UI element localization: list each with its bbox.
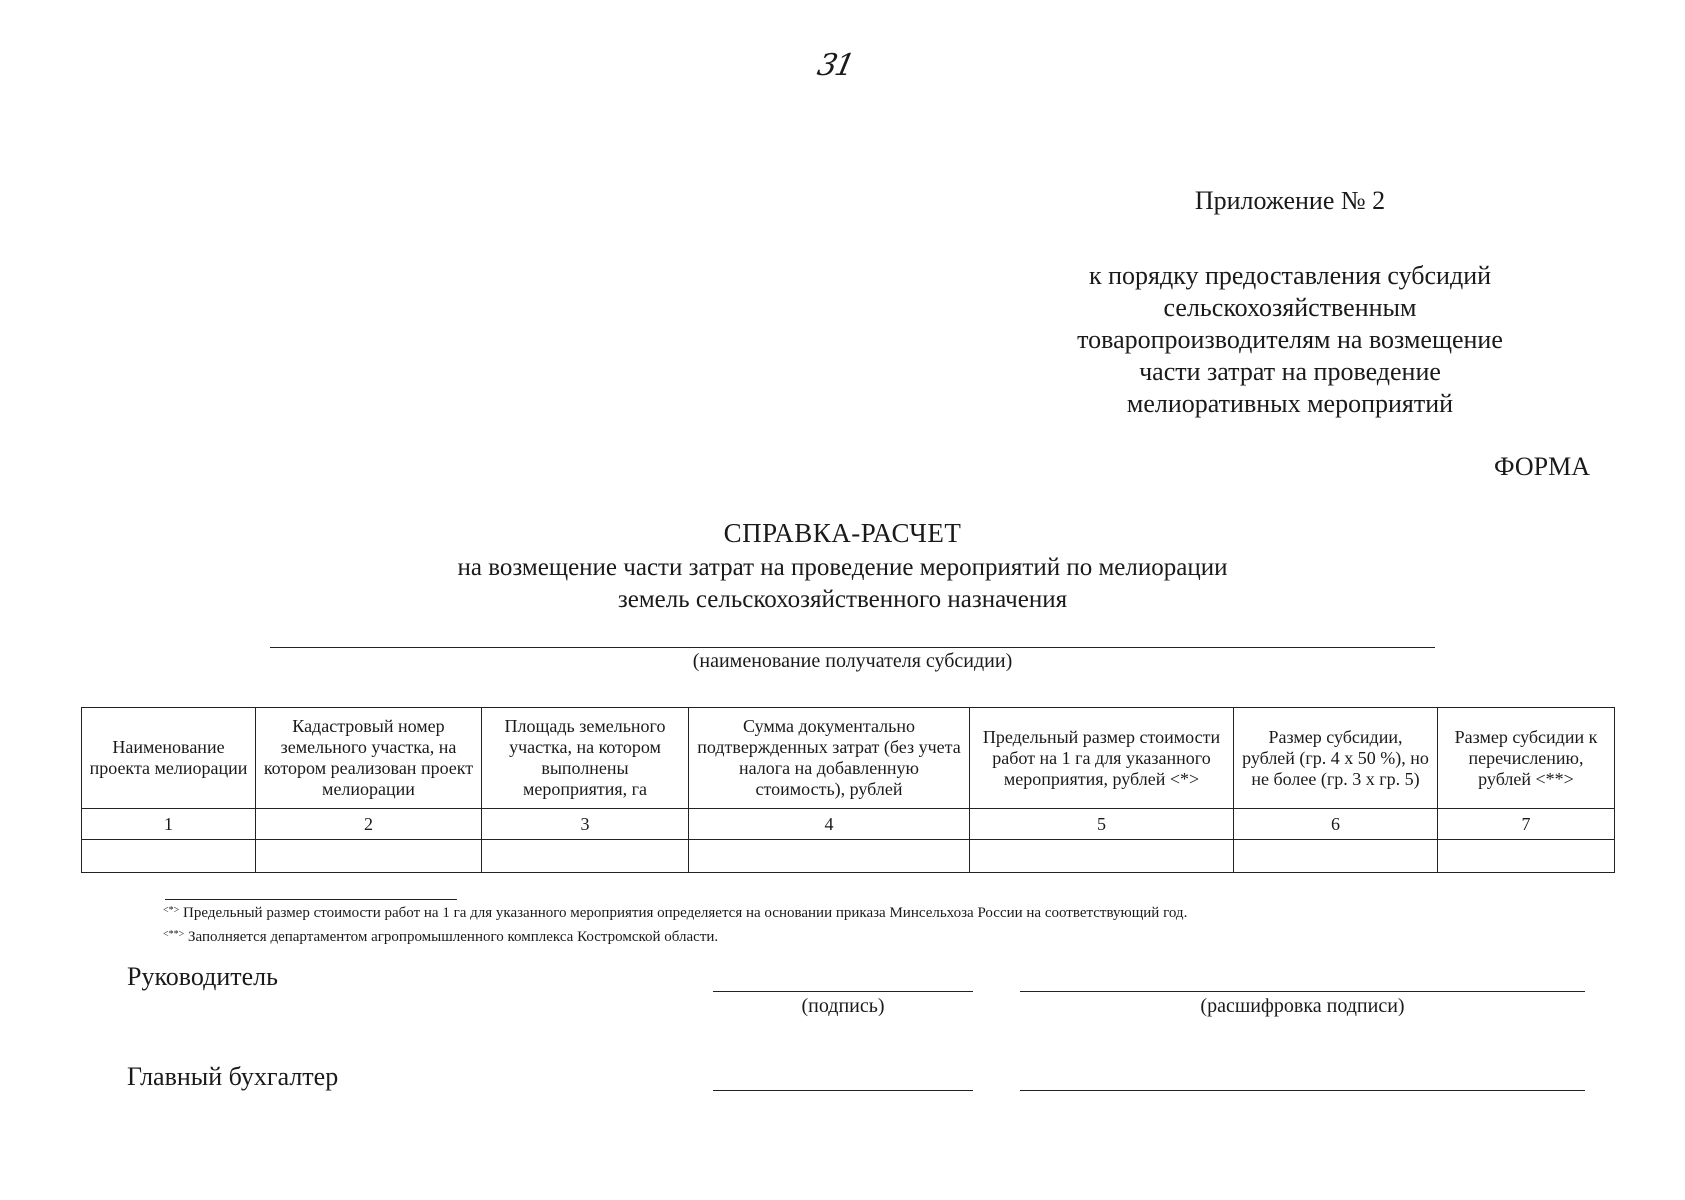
column-number-row xyxy=(82,809,1615,840)
appendix-reference-line: части затрат на проведение xyxy=(1139,357,1441,386)
document-subtitle-line: на возмещение части затрат на проведение мероприятий по мелиорации xyxy=(457,554,1228,581)
head-decoding-line[interactable] xyxy=(1020,991,1585,992)
form-label: ФОРМА xyxy=(1494,452,1590,481)
document-title: СПРАВКА-РАСЧЕТ xyxy=(723,518,962,548)
document-subtitle xyxy=(300,552,1385,616)
column-header-subsidy-amount: Размер субсидии, рублей (гр. 4 х 50 %), но не более (гр. 3 х гр. 5) xyxy=(1234,708,1438,809)
table-cell[interactable] xyxy=(82,840,256,873)
calculation-table xyxy=(81,707,1615,873)
footnote-text: Предельный размер стоимости работ на 1 га для указанного мероприятия определяется на основании приказа Минсельхоза России на соответствующий год. xyxy=(183,905,1188,921)
column-number: 7 xyxy=(1438,809,1615,840)
footnote-text: Заполняется департаментом агропромышленного комплекса Костромской области. xyxy=(188,929,719,945)
appendix-number: Приложение № 2 xyxy=(1194,186,1386,215)
table-header-row xyxy=(82,708,1615,809)
page-number: 31 xyxy=(814,48,856,83)
table-cell[interactable] xyxy=(970,840,1234,873)
appendix-reference-line: мелиоративных мероприятий xyxy=(1126,389,1454,418)
appendix-reference-line: сельскохозяйственным xyxy=(1163,293,1417,322)
accountant-signature-line[interactable] xyxy=(713,1090,973,1091)
footnotes xyxy=(163,900,1463,948)
column-header-cadastral-number: Кадастровый номер земельного участка, на котором реализован проект мелиорации xyxy=(256,708,482,809)
chief-accountant-label: Главный бухгалтер xyxy=(127,1062,339,1091)
column-header-documented-costs: Сумма документально подтвержденных затрат (без учета налога на добавленную стоимость), рублей xyxy=(689,708,970,809)
appendix-reference xyxy=(1060,260,1520,420)
footnote-mark: <*> xyxy=(163,905,180,916)
column-header-project-name: Наименование проекта мелиорации xyxy=(82,708,256,809)
column-number: 2 xyxy=(256,809,482,840)
recipient-name-line[interactable] xyxy=(270,647,1435,648)
column-number: 4 xyxy=(689,809,970,840)
column-header-land-area: Площадь земельного участка, на котором выполнены мероприятия, га xyxy=(482,708,689,809)
table-cell[interactable] xyxy=(482,840,689,873)
accountant-decoding-line[interactable] xyxy=(1020,1090,1585,1091)
document-subtitle-line: земель сельскохозяйственного назначения xyxy=(617,586,1068,613)
signature-caption: (подпись) xyxy=(801,995,885,1017)
column-header-subsidy-transfer: Размер субсидии к перечислению, рублей <**> xyxy=(1438,708,1615,809)
table-cell[interactable] xyxy=(256,840,482,873)
decoding-caption: (расшифровка подписи) xyxy=(1200,995,1405,1017)
column-number: 3 xyxy=(482,809,689,840)
appendix-reference-line: товаропроизводителям на возмещение xyxy=(1077,325,1503,354)
head-label: Руководитель xyxy=(127,962,278,991)
column-number: 1 xyxy=(82,809,256,840)
recipient-name-caption: (наименование получателя субсидии) xyxy=(692,650,1013,672)
footnote-item xyxy=(163,924,1463,948)
column-number: 6 xyxy=(1234,809,1438,840)
table-row xyxy=(82,840,1615,873)
table-cell[interactable] xyxy=(689,840,970,873)
footnote-item xyxy=(163,900,1463,924)
appendix-reference-line: к порядку предоставления субсидий xyxy=(1088,261,1492,290)
column-number: 5 xyxy=(970,809,1234,840)
head-signature-line[interactable] xyxy=(713,991,973,992)
table-cell[interactable] xyxy=(1438,840,1615,873)
column-header-max-cost-per-ha: Предельный размер стоимости работ на 1 га для указанного мероприятия, рублей <*> xyxy=(970,708,1234,809)
footnote-mark: <**> xyxy=(163,929,185,940)
table-cell[interactable] xyxy=(1234,840,1438,873)
